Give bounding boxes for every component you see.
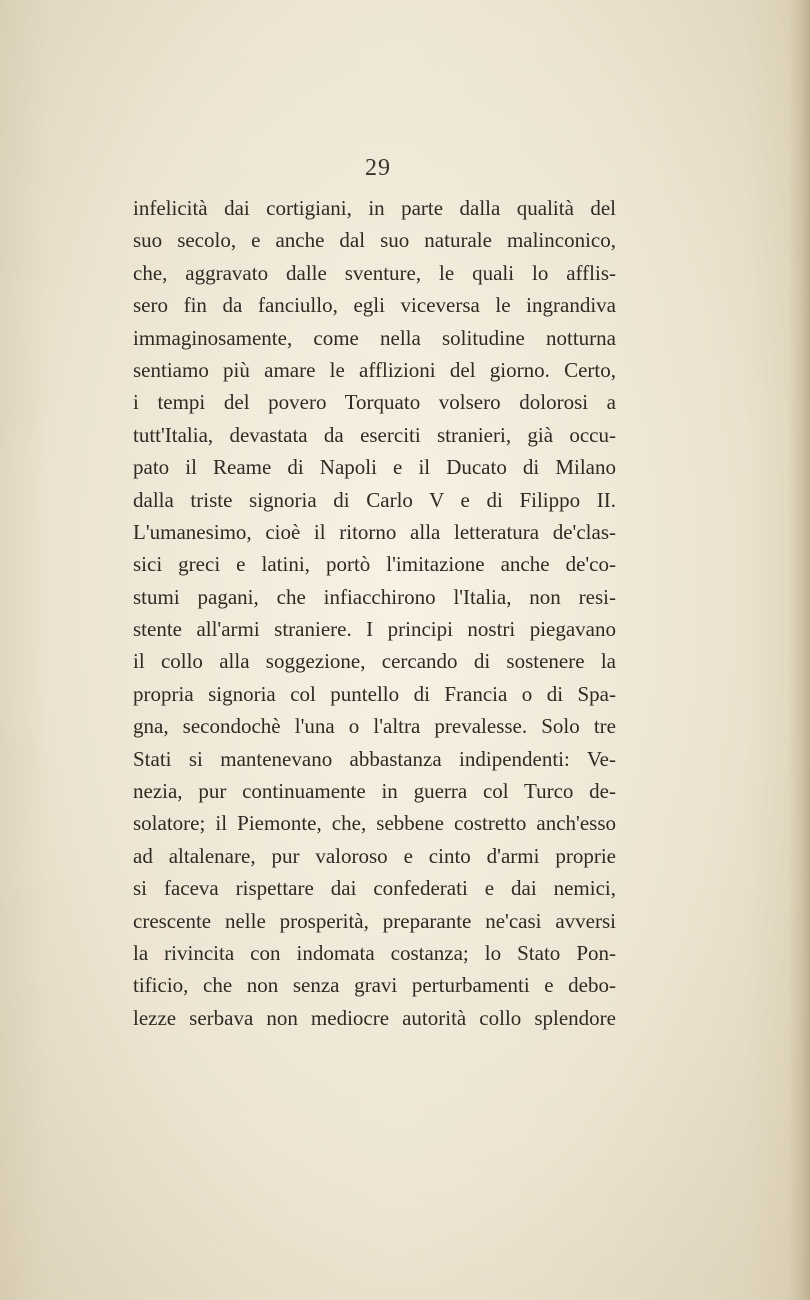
page-number: 29: [365, 155, 391, 181]
text-line: sentiamo più amare le afflizioni del giorno. Certo,: [133, 357, 616, 382]
text-line: L'umanesimo, cioè il ritorno alla letteratura de'clas-: [133, 519, 616, 544]
text-line: immaginosamente, come nella solitudine notturna: [133, 325, 616, 350]
text-line: stente all'armi straniere. I principi nostri piegavano: [133, 617, 616, 642]
text-line: ad altalenare, pur valoroso e cinto d'armi proprie: [133, 843, 616, 868]
text-line: Stati si mantenevano abbastanza indipendenti: Ve-: [133, 746, 616, 771]
body-text: [133, 192, 616, 1034]
text-line: sici greci e latini, portò l'imitazione anche de'co-: [133, 552, 616, 577]
text-line: nezia, pur continuamente in guerra col Turco de-: [133, 779, 616, 804]
text-line: dalla triste signoria di Carlo V e di Filippo II.: [133, 487, 616, 512]
text-line: che, aggravato dalle sventure, le quali lo afflis-: [133, 260, 616, 285]
text-line: la rivincita con indomata costanza; lo Stato Pon-: [133, 940, 616, 965]
text-line: infelicità dai cortigiani, in parte dalla qualità del: [133, 196, 616, 220]
text-line: sero fin da fanciullo, egli viceversa le ingrandiva: [133, 293, 616, 318]
text-line: si faceva rispettare dai confederati e dai nemici,: [133, 876, 616, 901]
text-line: pato il Reame di Napoli e il Ducato di Milano: [133, 455, 616, 480]
text-line: crescente nelle prosperità, preparante ne'casi avversi: [133, 908, 616, 933]
text-line: propria signoria col puntello di Francia o di Spa-: [133, 681, 616, 706]
text-line: solatore; il Piemonte, che, sebbene costretto anch'esso: [133, 811, 616, 836]
text-line: gna, secondochè l'una o l'altra prevalesse. Solo tre: [133, 714, 616, 739]
text-line: tutt'Italia, devastata da eserciti stranieri, già occu-: [133, 422, 616, 447]
text-line: il collo alla soggezione, cercando di sostenere la: [133, 649, 616, 674]
page-edge-shadow: [788, 0, 810, 1300]
text-line: lezze serbava non mediocre autorità collo splendore: [133, 1005, 616, 1030]
text-line: suo secolo, e anche dal suo naturale malinconico,: [133, 228, 616, 253]
text-line: stumi pagani, che infiacchirono l'Italia, non resi-: [133, 584, 616, 609]
text-line: i tempi del povero Torquato volsero dolorosi a: [133, 390, 616, 415]
text-line: tificio, che non senza gravi perturbamenti e debo-: [133, 973, 616, 998]
